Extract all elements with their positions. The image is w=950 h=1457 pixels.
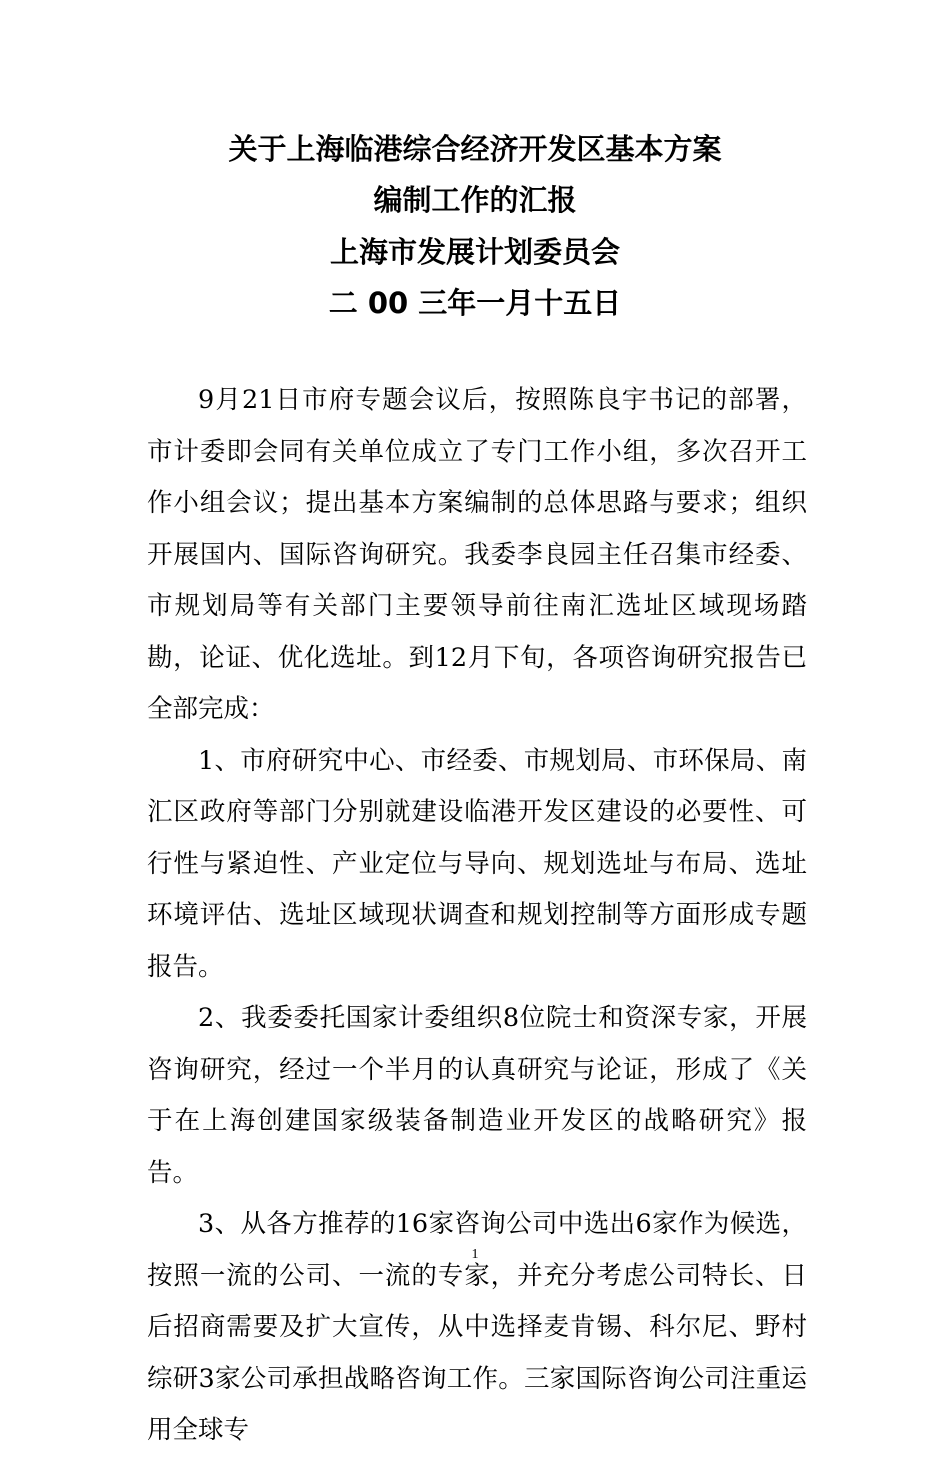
paragraph-intro: 9月21日市府专题会议后，按照陈良宇书记的部署，市计委即会同有关单位成立了专门工作小组，多次召开工作小组会议；提出基本方案编制的总体思路与要求；组织开展国内、国际咨询研究。我委李良园主任召集市经委、市规划局等有关部门主要领导前往南汇选址区域现场踏勘，论证、优化选址。到12月下旬，各项咨询研究报告已全部完成： [147, 385, 807, 724]
page-number: 1 [471, 1247, 479, 1262]
issuing-organization: 上海市发展计划委员会 [329, 235, 620, 269]
paragraph-item-1: 1、市府研究中心、市经委、市规划局、市环保局、南汇区政府等部门分别就建设临港开发区建设的必要性、可行性与紧迫性、产业定位与导向、规划选址与布局、选址环境评估、选址区域现状调查和规划控制等方面形成专题报告。 [147, 745, 807, 982]
document-title-line-2: 编制工作的汇报 [373, 183, 577, 217]
document-date: 二 00 三年一月十五日 [328, 286, 622, 320]
paragraph-item-2: 2、我委委托国家计委组织8位院士和资深专家，开展咨询研究，经过一个半月的认真研究与论证，形成了《关于在上海创建国家级装备制造业开发区的战略研究》报告。 [147, 1003, 807, 1188]
paragraph-item-3: 3、从各方推荐的16家咨询公司中选出6家作为候选，按照一流的公司、一流的专家，并充分考虑公司特长、日后招商需要及扩大宣传，从中选择麦肯锡、科尔尼、野村综研3家公司承担战略咨询工作。三家国际咨询公司注重运用全球专 [147, 1209, 807, 1445]
document-body [147, 375, 807, 1457]
document-title-line-1: 关于上海临港综合经济开发区基本方案 [228, 132, 722, 166]
